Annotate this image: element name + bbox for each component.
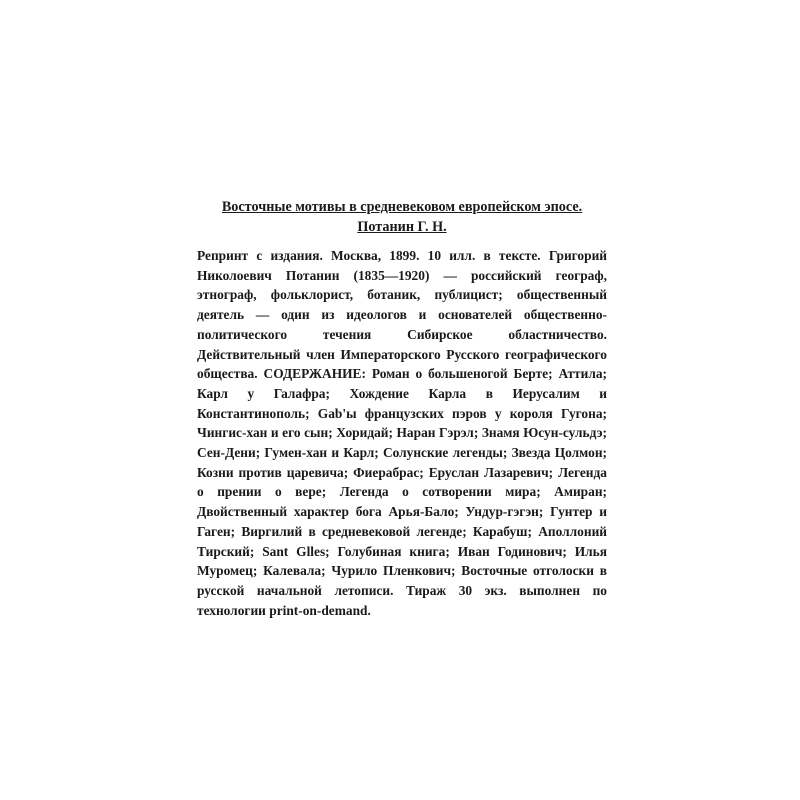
book-title: Восточные мотивы в средневековом европейском эпосе. bbox=[221, 199, 583, 215]
document-block bbox=[197, 197, 607, 620]
book-description: Репринт с издания. Москва, 1899. 10 илл. в тексте. Григорий Николоевич Потанин (1835—1920) — российский географ, этнограф, фольклорист, ботаник, публицист; общественный деятель — один из идеологов и основателей общественно-политического течения Сибирское областничество. Действительный член Императорского Русского географического общества. СОДЕРЖАНИЕ: Роман о большеногой Берте; Аттила; Карл у Галафра; Хождение Карла в Иерусалим и Константинополь; Gab'ы французских пэров у короля Гугона; Чингис-хан и его сын; Хоридай; Наран Гэрэл; Знамя Юсун-сульдэ; Сен-Дени; Гумен-хан и Карл; Солунские легенды; Звезда Цолмон; Козни против царевича; Фиерабрас; Еруслан Лазаревич; Легенда о прении о вере; Легенда о сотворении мира; Амиран; Двойственный характер бога Арья-Бало; Ундур-гэгэн; Гунтер и Гаген; Виргилий в средневековой легенде; Карабуш; Аполлоний Тирский; Sant Glles; Голубиная книга; Иван Годинович; Илья Муромец; Калевала; Чурило Пленкович; Восточные отголоски в русской начальной летописи. Тираж 30 экз. выполнен по технологии print-on-demand. bbox=[197, 248, 607, 618]
book-author: Потанин Г. Н. bbox=[357, 219, 447, 235]
